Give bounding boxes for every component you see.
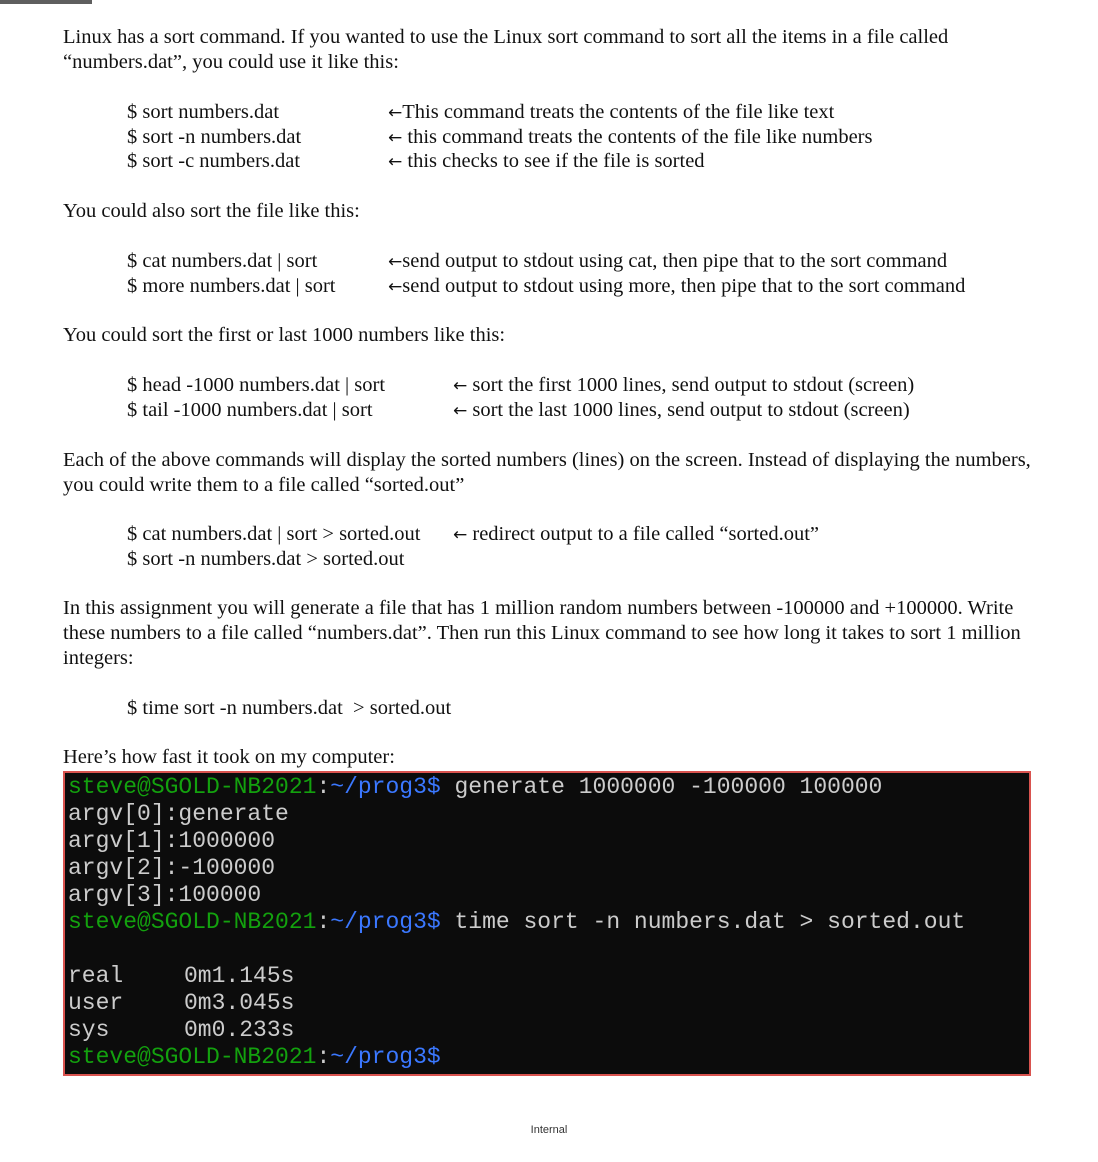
- terminal-output-line: argv[0]:generate: [68, 801, 289, 827]
- intro-paragraph: Linux has a sort command. If you wanted to use the Linux sort command to sort all the items in a file called “numbers.dat”, you could use it like this:: [63, 26, 949, 73]
- cmd-cat-sort: $ cat numbers.dat | sort: [127, 250, 318, 272]
- terminal-blank-line: [68, 936, 1029, 963]
- paragraph-redirect: Each of the above commands will display the sorted numbers (lines) on the screen. Instead of displaying the numbers, you could write them to a file called “sorted.out”: [63, 449, 1031, 496]
- cmd-sort-c: $ sort -c numbers.dat: [127, 150, 301, 172]
- terminal-output-line: argv[1]:1000000: [68, 828, 276, 854]
- terminal-output-line: argv[2]:-100000: [68, 855, 276, 881]
- terminal-time-real: real 0m1.145s: [68, 963, 295, 989]
- window-top-edge: [0, 0, 92, 4]
- note-sort: ←This command treats the contents of the file like text: [388, 101, 835, 123]
- left-arrow-icon: ←: [388, 103, 403, 123]
- paragraph-first-last: You could sort the first or last 1000 numbers like this:: [63, 324, 506, 346]
- paragraph-timing: Here’s how fast it took on my computer:: [63, 746, 395, 768]
- cmd-tail: $ tail -1000 numbers.dat | sort: [127, 399, 373, 421]
- cmd-more-sort: $ more numbers.dat | sort: [127, 275, 336, 297]
- cmd-sort-n: $ sort -n numbers.dat: [127, 126, 302, 148]
- note-redirect: ← redirect output to a file called “sorted.out”: [453, 523, 820, 545]
- cmd-head: $ head -1000 numbers.dat | sort: [127, 374, 386, 396]
- terminal-time-user: user 0m3.045s: [68, 990, 295, 1016]
- cmd-cat-redirect: $ cat numbers.dat | sort > sorted.out: [127, 523, 421, 545]
- terminal-command: time sort -n numbers.dat > sorted.out: [440, 909, 966, 935]
- left-arrow-icon: ←: [388, 128, 403, 148]
- cmd-sort-redirect: $ sort -n numbers.dat > sorted.out: [127, 548, 405, 570]
- paragraph-assignment: In this assignment you will generate a file that has 1 million random numbers between -100000 and +100000. Write these numbers to a file called “numbers.dat”. Then run this Linux command to see how long it takes to sort 1 million integers:: [63, 597, 1021, 669]
- note-tail: ← sort the last 1000 lines, send output to stdout (screen): [453, 399, 910, 421]
- cmd-sort: $ sort numbers.dat: [127, 101, 280, 123]
- paragraph-sort-alt: You could also sort the file like this:: [63, 200, 360, 222]
- left-arrow-icon: ←: [388, 152, 403, 172]
- note-more-sort: ←send output to stdout using more, then pipe that to the sort command: [388, 275, 966, 297]
- note-cat-sort: ←send output to stdout using cat, then pipe that to the sort command: [388, 250, 948, 272]
- terminal-prompt-line: steve@SGOLD-NB2021:~/prog3$ time sort -n numbers.dat > sorted.out: [68, 909, 966, 935]
- classification-footer: Internal: [530, 1124, 568, 1136]
- cmd-time-sort: $ time sort -n numbers.dat > sorted.out: [127, 697, 452, 719]
- note-sort-n: ← this command treats the contents of the file like numbers: [388, 126, 873, 148]
- left-arrow-icon: ←: [453, 525, 468, 545]
- note-sort-c: ← this checks to see if the file is sorted: [388, 150, 705, 172]
- terminal-screenshot: [63, 771, 1031, 1076]
- terminal-prompt-line: steve@SGOLD-NB2021:~/prog3$ generate 1000000 -100000 100000: [68, 774, 883, 800]
- terminal-command: generate 1000000 -100000 100000: [440, 774, 883, 800]
- left-arrow-icon: ←: [388, 277, 403, 297]
- note-head: ← sort the first 1000 lines, send output to stdout (screen): [453, 374, 915, 396]
- left-arrow-icon: ←: [453, 401, 468, 421]
- left-arrow-icon: ←: [388, 252, 403, 272]
- terminal-output-line: argv[3]:100000: [68, 882, 262, 908]
- terminal-time-sys: sys 0m0.233s: [68, 1017, 295, 1043]
- terminal-prompt-line: steve@SGOLD-NB2021:~/prog3$: [68, 1044, 441, 1070]
- left-arrow-icon: ←: [453, 376, 468, 396]
